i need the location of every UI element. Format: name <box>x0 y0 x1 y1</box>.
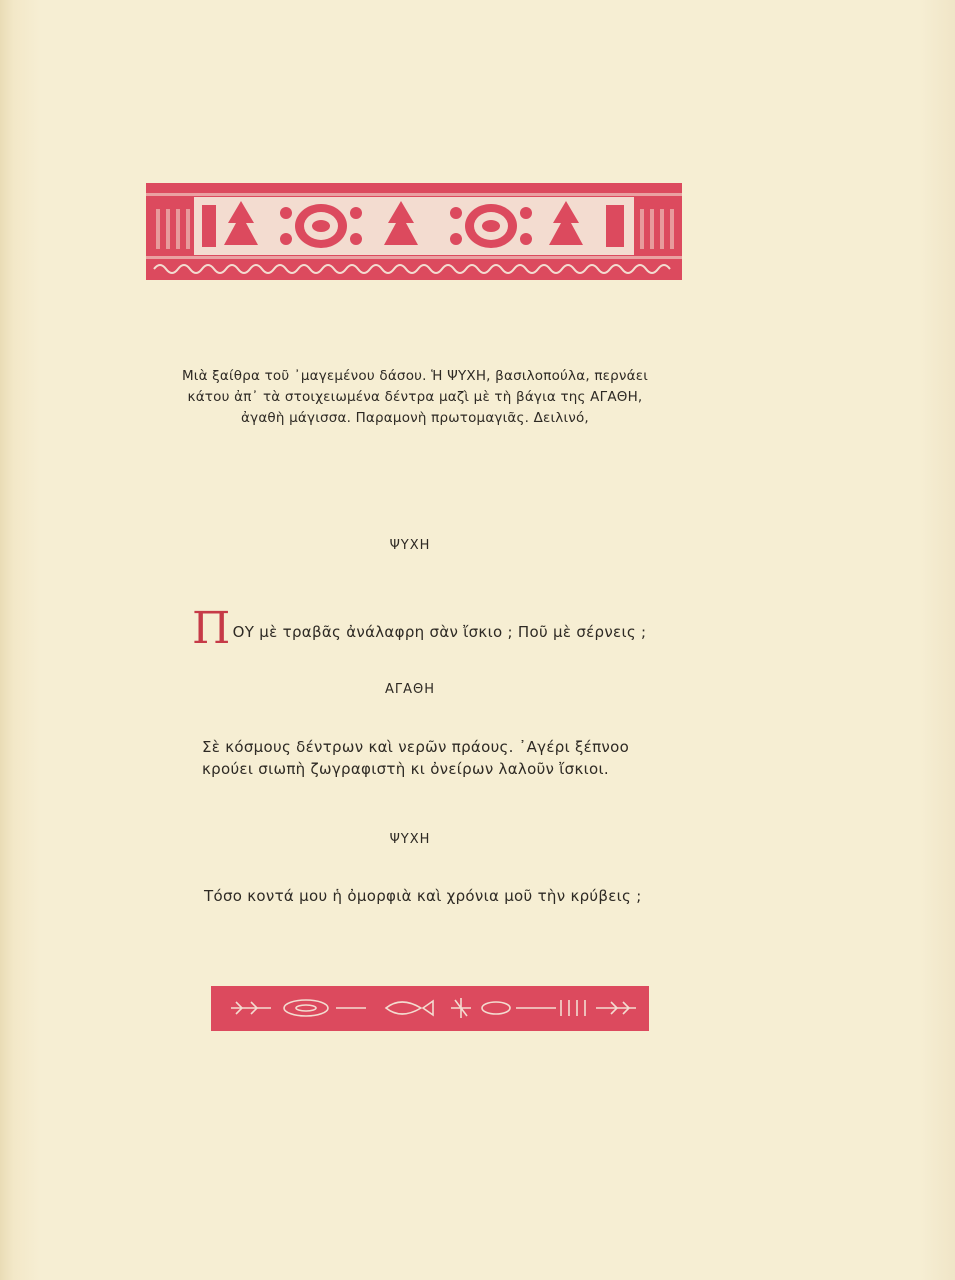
verse-line: Τόσο κοντά μου ἡ ὀμορφιὰ καὶ χρόνια μοῦ τὴν κρύβεις ; <box>204 887 642 905</box>
ornamental-band-bottom <box>211 986 649 1031</box>
speaker-name: ΨΥΧΗ <box>389 538 431 553</box>
ornamental-band-top <box>146 183 682 280</box>
verse-block <box>202 736 629 780</box>
stage-direction <box>170 366 660 429</box>
drop-initial: Π <box>192 603 231 654</box>
speaker-name: ΑΓΑΘΗ <box>384 682 436 697</box>
verse-text: ΟΥ μὲ τραβᾶς ἀνάλαφρη σὰν ἴσκιο ; Ποῦ μὲ σέρνεις ; <box>232 623 647 641</box>
stage-direction-line: Μιὰ ξαίθρα τοῦ ᾽μαγεμένου δάσου. Ἡ ΨΥΧΗ, βασιλοπούλα, περνάει <box>181 368 649 384</box>
verse-line <box>192 603 647 654</box>
speaker-name: ΨΥΧΗ <box>389 832 431 847</box>
stage-direction-line: κάτου ἀπ᾽ τὰ στοιχειωμένα δέντρα μαζὶ μὲ τὴ βάγια της ΑΓΑΘΗ, <box>187 389 643 405</box>
stage-direction-line: ἀγαθὴ μάγισσα. Παραμονὴ πρωτομαγιᾶς. Δειλινό, <box>241 410 589 426</box>
verse-line: κρούει σιωπὴ ζωγραφιστὴ κι ὀνείρων λαλοῦν ἴσκιοι. <box>202 760 609 778</box>
verse-line: Σὲ κόσμους δέντρων καὶ νερῶν πράους. ᾽Αγέρι ξέπνοο <box>202 738 630 756</box>
